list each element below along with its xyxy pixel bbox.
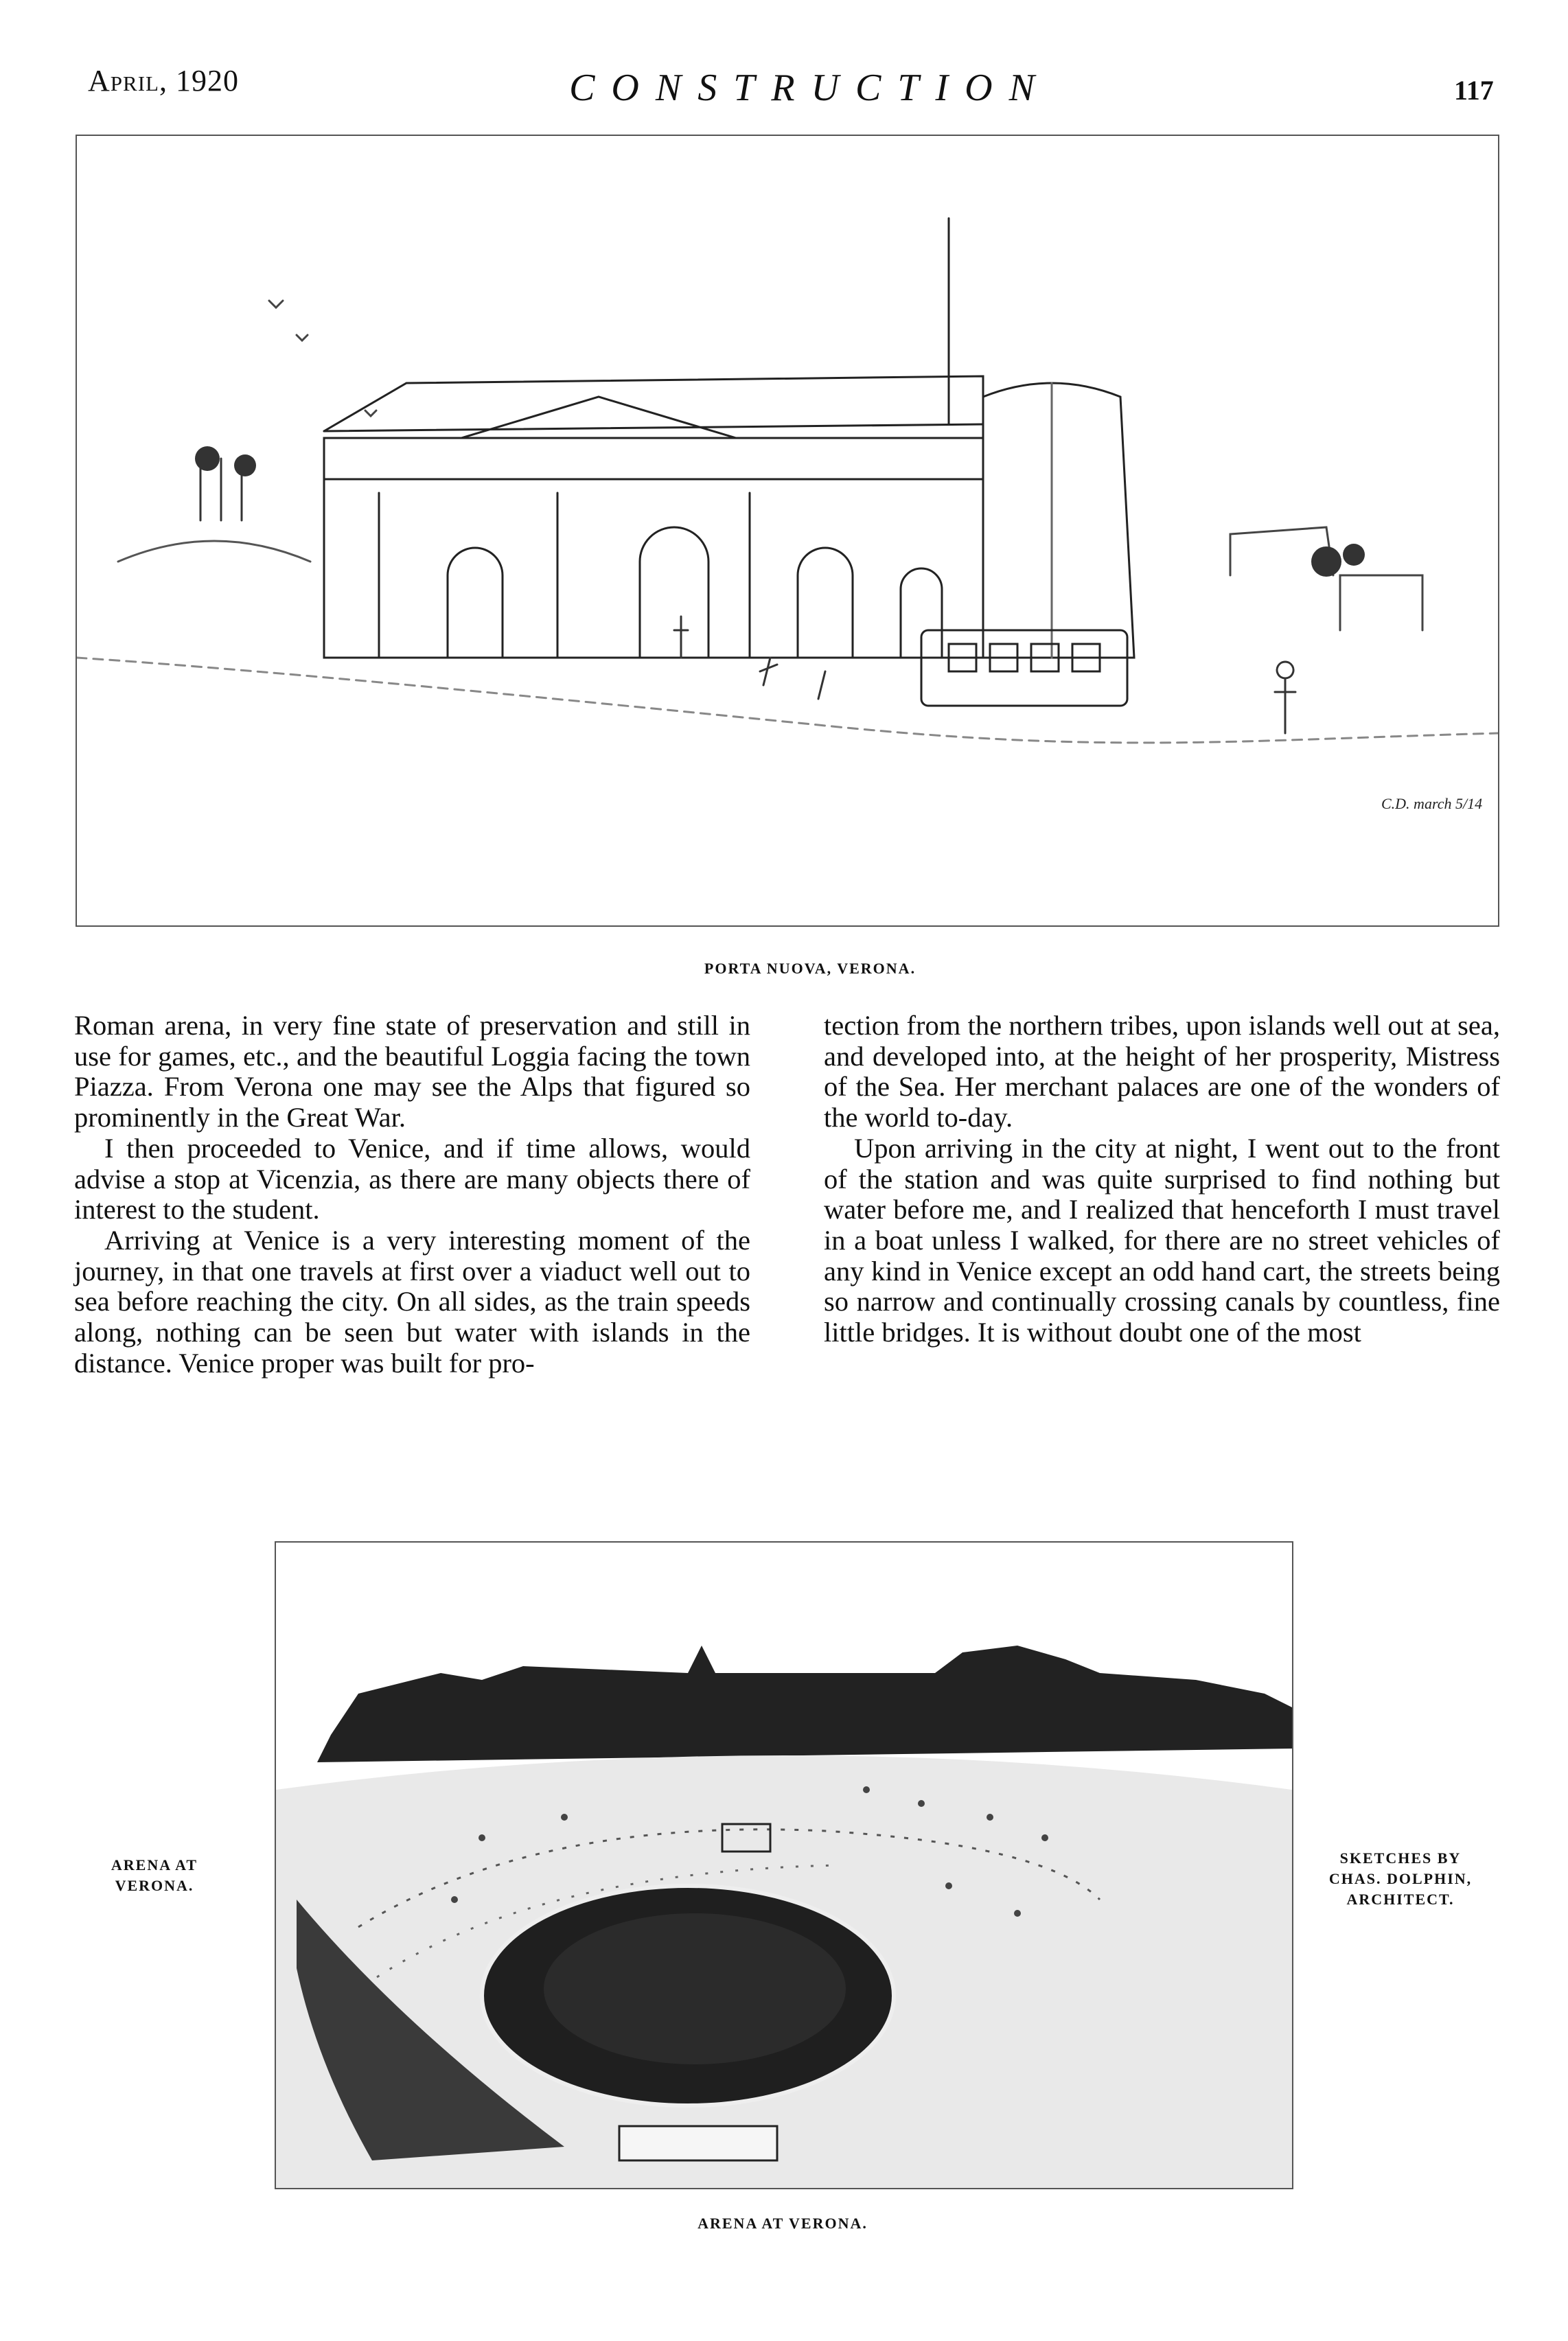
- article-column-left: [74, 1011, 750, 1379]
- paragraph: tection from the northern tribes, upon islands well out at sea, and developed into, at the height of her prosperity, Mistress of the Sea. Her merchant palaces are one of the wonders of the world to-day.: [824, 1010, 1500, 1133]
- article-column-right: [824, 1011, 1500, 1348]
- porta-nuova-sketch: [76, 135, 1499, 927]
- top-figure-caption: PORTA NUOVA, VERONA.: [704, 960, 916, 977]
- paragraph: Roman arena, in very fine state of preservation and still in use for games, etc., and the beautiful Loggia facing the town Piazza. From Verona one may see the Alps that figured so prominently in the Great War.: [74, 1010, 750, 1133]
- credit-line: ARCHITECT.: [1346, 1891, 1455, 1908]
- sketch-credit: [1311, 1848, 1490, 1910]
- page-number: 117: [1454, 75, 1494, 106]
- paragraph: Arriving at Venice is a very interesting moment of the journey, in that one travels at first over a viaduct well out to sea before reaching the city. On all sides, as the train speeds along, nothing can be seen but water with islands in the distance. Venice proper was built for pro-: [74, 1224, 750, 1379]
- arena-drawing: [276, 1543, 1292, 2188]
- artist-signature: C.D. march 5/14: [1381, 795, 1483, 812]
- arena-side-label: ARENA AT VERONA.: [111, 1856, 198, 1894]
- paragraph: I then proceeded to Venice, and if time allows, would advise a stop at Vicenzia, as there are many objects there of interest to the student.: [74, 1132, 750, 1225]
- arena-sketch: [275, 1541, 1293, 2189]
- porta-nuova-drawing: [77, 136, 1498, 925]
- credit-line: CHAS. DOLPHIN,: [1328, 1870, 1473, 1887]
- credit-line: SKETCHES BY: [1339, 1849, 1462, 1867]
- magazine-title: CONSTRUCTION: [569, 67, 1051, 109]
- bottom-figure-caption: ARENA AT VERONA.: [697, 2215, 868, 2232]
- issue-date: April, 1920: [88, 64, 239, 97]
- paragraph: Upon arriving in the city at night, I went out to the front of the station and was quite surprised to find nothing but water before me, and I realized that henceforth I must travel in a boat unless I walked, for there are no street vehicles of any kind in Venice except an odd hand cart, the streets being so narrow and continually crossing canals by countless, fine little bridges. It is without doubt one of the most: [824, 1132, 1500, 1348]
